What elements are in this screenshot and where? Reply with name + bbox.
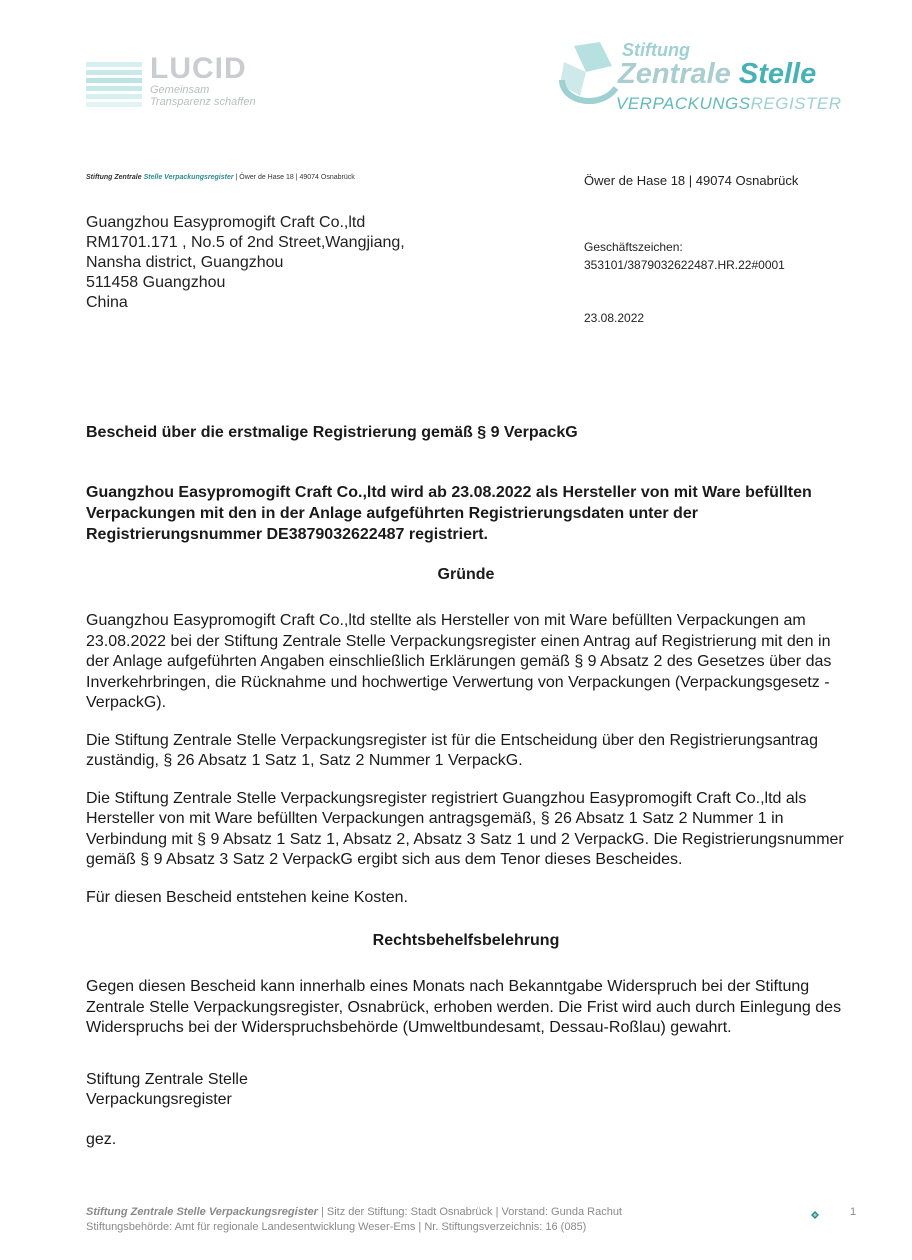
footer-org: Stiftung Zentrale Stelle Verpackungsregister [86, 1206, 318, 1218]
recipient-address [86, 213, 405, 313]
recipient-line: RM1701.171 , No.5 of 2nd Street,Wangjiang, [86, 234, 405, 251]
zsvr-logo [556, 40, 866, 120]
reasons-paragraph: Guangzhou Easypromogift Craft Co.,ltd stellte als Hersteller von mit Ware befüllten Verpackungen am 23.08.2022 bei der Stiftung Zentrale Stelle Verpackungsregister einen Antrag auf Registrierung mit den in der Anlage aufgeführten Angaben einschließlich Erklärungen gemäß § 9 Absatz 2 des Gesetzes über das Inverkehrbringen, die Rücknahme und hochwertige Verwertung von Verpackungen (Verpackungsgesetz - VerpackG). [86, 612, 832, 711]
reasons-paragraph: Die Stiftung Zentrale Stelle Verpackungsregister registriert Guangzhou Easypromogift Craft Co.,ltd als Hersteller von mit Ware befüllten Verpackungen antragsgemäß, § 26 Absatz 1 Satz 2 Nummer 1 in Verbindung mit § 9 Absatz 1 Satz 1, Absatz 2, Absatz 3 Satz 1 und 2 VerpackG. Die Registrierungsnummer gemäß § 9 Absatz 3 Satz 2 VerpackG ergibt sich aus dem Tenor dieses Bescheides. [86, 789, 844, 868]
zsvr-zentrale-stelle-text [618, 58, 816, 91]
zsvr-stelle: Stelle [738, 58, 817, 90]
reference-number: 353101/3879032622487.HR.22#0001 [584, 258, 785, 272]
recipient-line: Nansha district, Guangzhou [86, 254, 284, 271]
lucid-tagline-1: Gemeinsam [150, 84, 210, 96]
reasons-paragraph: Die Stiftung Zentrale Stelle Verpackungsregister ist für die Entscheidung über den Registrierungsantrag zuständig, § 26 Absatz 1 Satz 1, Satz 2 Nummer 1 VerpackG. [86, 731, 818, 769]
heading-reasons: Gründe [437, 566, 495, 583]
recipient-line: China [86, 294, 128, 311]
sender-address: Öwer de Hase 18 | 49074 Osnabrück [584, 173, 799, 188]
signature-block [86, 1070, 846, 1111]
recipient-line: 511458 Guangzhou [86, 274, 226, 291]
signature-line: Verpackungsregister [86, 1091, 232, 1108]
zsvr-stiftung-text: Stiftung [622, 40, 690, 60]
zsvr-zentrale: Zentrale [618, 58, 739, 90]
page-number: 1 [850, 1206, 857, 1218]
sender-org-b: Stelle Verpackungsregister [143, 174, 234, 181]
document-date: 23.08.2022 [584, 311, 645, 325]
heading-legal-remedy: Rechtsbehelfsbelehrung [372, 932, 560, 949]
zsvr-verpackungsregister-text [616, 94, 842, 114]
footer-line-1-rest: | Sitz der Stiftung: Stadt Osnabrück | Vorstand: Gunda Rachut [317, 1206, 622, 1218]
costs-paragraph: Für diesen Bescheid entstehen keine Kosten. [86, 888, 408, 906]
letter-body [86, 424, 846, 1150]
zsvr-verpackungs: VERPACKUNGS [616, 94, 751, 113]
reference-label: Geschäftszeichen: [584, 240, 683, 254]
subject-line: Bescheid über die erstmalige Registrierung gemäß § 9 VerpackG [86, 424, 578, 441]
gez-text: gez. [86, 1130, 117, 1148]
legal-remedy-paragraph: Gegen diesen Bescheid kann innerhalb eines Monats nach Bekanntgabe Widerspruch bei der Stiftung Zentrale Stelle Verpackungsregister, Osnabrück, erhoben werden. Die Frist wird auch durch Einlegung des Widerspruchs bei der Widerspruchsbehörde (Umweltbundesamt, Dessau-Roßlau) gewahrt. [86, 978, 842, 1036]
zsvr-register: REGISTER [750, 94, 842, 113]
footer-line-1 [86, 1205, 622, 1220]
footer [86, 1205, 622, 1235]
footer-line-2: Stiftungsbehörde: Amt für regionale Landesentwicklung Weser-Ems | Nr. Stiftungsverzeichnis: 16 (085) [86, 1221, 587, 1233]
diamond-icon [810, 1210, 820, 1220]
lucid-tagline-2: Transparenz schaffen [150, 96, 256, 108]
lucid-name: LUCID [150, 52, 247, 85]
sender-rest: | Öwer de Hase 18 | 49074 Osnabrück [233, 174, 355, 181]
recipient-line: Guangzhou Easypromogift Craft Co.,ltd [86, 214, 366, 231]
sender-return-line [86, 174, 355, 181]
tenor-paragraph: Guangzhou Easypromogift Craft Co.,ltd wird ab 23.08.2022 als Hersteller von mit Ware befüllten Verpackungen mit den in der Anlage aufgeführten Registrierungsdaten unter der Registrierungsnummer DE3879032622487 registriert. [86, 484, 812, 543]
signature-line: Stiftung Zentrale Stelle [86, 1070, 248, 1088]
lucid-stripes-icon [86, 60, 142, 110]
lucid-logo [86, 52, 286, 114]
sender-org-a: Stiftung Zentrale [86, 174, 144, 181]
